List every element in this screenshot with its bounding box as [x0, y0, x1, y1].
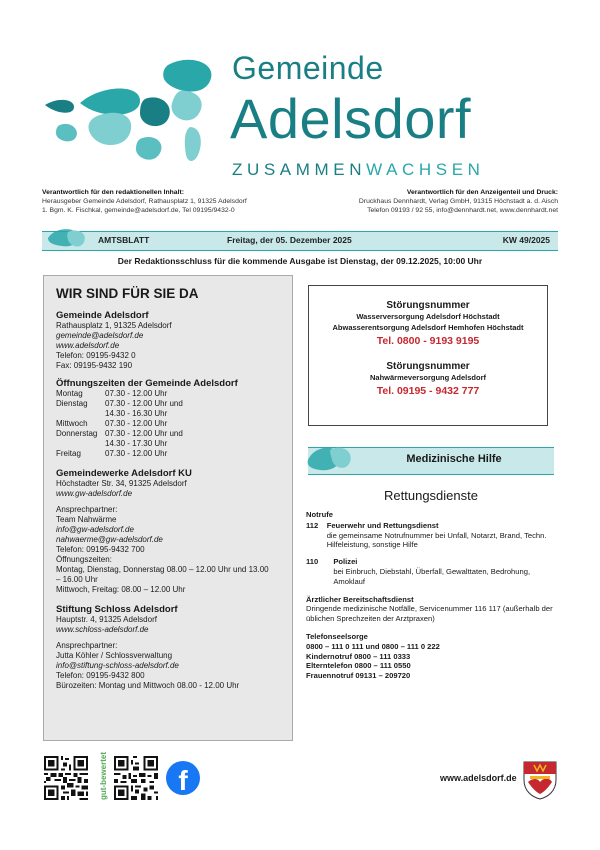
banner-label: AMTSBLATT [98, 235, 150, 245]
gemeinde-address: Rathausplatz 1, 91325 Adelsdorf [56, 321, 172, 330]
hours-heading: Öffnungszeiten der Gemeinde Adelsdorf [56, 378, 238, 389]
hours-day: Montag [56, 389, 83, 398]
qr-code-icon[interactable] [114, 756, 158, 800]
stoer-line-1: Wasserversorgung Adelsdorf Höchstadt [356, 312, 500, 321]
notruf-112-title: Feuerwehr und Rettungsdienst [326, 520, 439, 530]
hours-row [56, 449, 280, 459]
slogan-part-2: WACHSEN [366, 160, 485, 179]
print-line-1: Druckhaus Dennhardt, Verlag GmbH, 91315 Höchstadt a. d. Aisch [358, 198, 558, 205]
gemeinde-web-link[interactable]: www.adelsdorf.de [56, 341, 120, 350]
stoer-number-1: Tel. 0800 - 9193 9195 [376, 335, 480, 347]
schloss-web-link[interactable]: www.schloss-adelsdorf.de [56, 625, 149, 634]
title-adelsdorf: Adelsdorf [230, 87, 472, 150]
werke-web-link[interactable]: www.gw-adelsdorf.de [56, 489, 133, 498]
hours-day [56, 409, 105, 419]
panel-title: WIR SIND FÜR SIE DA [56, 286, 199, 301]
website-link[interactable]: www.adelsdorf.de [440, 773, 517, 783]
editorial-heading: Verantwortlich für den redaktionellen Inhalt: [42, 189, 185, 196]
gemeinde-phone: Telefon: 09195-9432 0 [56, 351, 136, 360]
print-responsibility [359, 188, 558, 215]
aerztlich-text: Dringende medizinische Notfälle, Servicenummer 116 117 (außerhalb der üblichen Sprechzeiten der Arztpraxen) [306, 604, 553, 624]
schloss-email-link[interactable]: info@stiftung-schloss-adelsdorf.de [56, 661, 179, 670]
werke-email2-link[interactable]: nahwaerme@gw-adelsdorf.de [56, 535, 163, 544]
notruf-110-title: Polizei [333, 557, 358, 567]
notruf-110-number: 110 [306, 557, 319, 567]
seelsorge-heading: Telefonseelsorge [306, 631, 368, 641]
werke-contact-team: Team Nahwärme [56, 515, 117, 524]
opening-hours [56, 389, 280, 459]
editorial-line-1: Herausgeber Gemeinde Adelsdorf, Rathausplatz 1, 91325 Adelsdorf [42, 198, 247, 205]
hours-day: Freitag [56, 449, 81, 458]
frauennotruf: Frauennotruf 09131 – 209720 [306, 671, 411, 681]
gemeinde-fax: Fax: 09195-9432 190 [56, 361, 133, 370]
hours-day: Donnerstag [56, 429, 98, 438]
hours-time: 07.30 - 12.00 Uhr und [105, 429, 183, 438]
stoer-heading-1: Störungsnummer [386, 300, 470, 311]
werke-heading: Gemeindewerke Adelsdorf KU [56, 468, 192, 479]
werke-hours-3: Mittwoch, Freitag: 08.00 – 12.00 Uhr [56, 585, 186, 594]
werke-phone: Telefon: 09195-9432 700 [56, 545, 145, 554]
hours-time: 14.30 - 17.30 Uhr [105, 439, 168, 448]
notrufe-section [306, 510, 558, 681]
banner-droplet-icon [44, 224, 94, 252]
amtsblatt-banner [42, 231, 558, 251]
gut-bewertet-badge-icon [96, 752, 110, 802]
notruf-112-number: 112 [306, 520, 319, 530]
notruf-112-text: die gemeinsame Notrufnummer bei Unfall, Notarzt, Brand, Techn. Hilfeleistung, sonstige Hilfe [326, 530, 547, 550]
schloss-contact-label: Ansprechpartner: [56, 641, 118, 650]
gemeinde-email-link[interactable]: gemeinde@adelsdorf.de [56, 331, 144, 340]
hours-row [56, 389, 280, 399]
hours-day: Mittwoch [56, 419, 88, 428]
schloss-contact-name: Jutta Köhler / Schlossverwaltung [56, 651, 173, 660]
notruf-110-row [306, 557, 558, 586]
elterntelefon: Elterntelefon 0800 – 111 0550 [306, 661, 411, 671]
schloss-address: Hauptstr. 4, 91325 Adelsdorf [56, 615, 157, 624]
stoer-line-3: Nahwärmeversorgung Adelsdorf [370, 373, 486, 382]
droplet-logo-icon [40, 55, 230, 175]
hours-day [56, 439, 105, 449]
coat-of-arms-icon [522, 760, 558, 800]
facebook-icon[interactable]: f [166, 761, 200, 795]
hours-time: 07.30 - 12.00 Uhr [105, 389, 168, 398]
werke-email-link[interactable]: info@gw-adelsdorf.de [56, 525, 134, 534]
notruf-112-row [306, 521, 558, 550]
werke-hours-label: Öffnungszeiten: [56, 555, 112, 564]
schloss-phone: Telefon: 09195-9432 800 [56, 671, 145, 680]
title-gemeinde: Gemeinde [232, 50, 384, 86]
notrufe-label: Notrufe [306, 510, 333, 519]
kindernotruf: Kindernotruf 0800 – 111 0333 [306, 651, 411, 661]
werke-hours-2: – 16.00 Uhr [56, 575, 98, 584]
slogan-part-1: ZUSAMMEN [232, 160, 367, 179]
hours-time: 07.30 - 12.00 Uhr [105, 449, 168, 458]
gemeinde-heading: Gemeinde Adelsdorf [56, 310, 149, 321]
deadline-notice: Der Redaktionsschluss für die kommende Ausgabe ist Dienstag, der 09.12.2025, 10:00 Uhr [117, 256, 483, 266]
stoer-line-2: Abwasserentsorgung Adelsdorf Hemhofen Höchstadt [332, 323, 524, 332]
medical-droplet-icon [300, 438, 360, 478]
qr-code-icon[interactable] [44, 756, 88, 800]
werke-hours-1: Montag, Dienstag, Donnerstag 08.00 – 12.00 Uhr und 13.00 [56, 565, 269, 574]
hours-day: Dienstag [56, 399, 88, 408]
stoer-number-2: Tel. 09195 - 9432 777 [376, 385, 480, 397]
hours-row [56, 439, 280, 449]
slogan [232, 160, 485, 180]
medical-banner-label: Medizinische Hilfe [406, 453, 502, 465]
banner-week: KW 49/2025 [502, 235, 550, 245]
aerztlich-heading: Ärztlicher Bereitschaftsdienst [306, 594, 414, 604]
hours-time: 14.30 - 16.30 Uhr [105, 409, 168, 418]
notruf-110-text: bei Einbruch, Diebstahl, Überfall, Gewalttaten, Bedrohung, Amoklauf [333, 566, 531, 586]
hours-row [56, 419, 280, 429]
rettungsdienste-title: Rettungsdienste [384, 488, 478, 503]
stoer-heading-2: Störungsnummer [386, 361, 470, 372]
seelsorge-numbers: 0800 – 111 0 111 und 0800 – 111 0 222 [306, 641, 440, 651]
editorial-responsibility [42, 188, 247, 215]
print-heading: Verantwortlich für den Anzeigenteil und Druck: [406, 189, 558, 196]
hours-row [56, 409, 280, 419]
hours-row [56, 399, 280, 409]
werke-address: Höchstadter Str. 34, 91325 Adelsdorf [56, 479, 187, 488]
gut-bewertet-text: gut-bewertet [99, 752, 108, 800]
werke-contact-label: Ansprechpartner: [56, 505, 118, 514]
schloss-hours: Bürozeiten: Montag und Mittwoch 08.00 - 12.00 Uhr [56, 681, 240, 690]
hours-time: 07.30 - 12.00 Uhr und [105, 399, 183, 408]
hours-time: 07.30 - 12.00 Uhr [105, 419, 168, 428]
hours-row [56, 429, 280, 439]
schloss-heading: Stiftung Schloss Adelsdorf [56, 604, 178, 615]
print-line-2: Telefon 09193 / 92 55, info@dennhardt.net, www.dennhardt.net [367, 207, 558, 214]
contact-panel [43, 275, 293, 741]
banner-date: Freitag, der 05. Dezember 2025 [227, 235, 352, 245]
emergency-numbers-box [308, 285, 548, 426]
editorial-line-2: 1. Bgm. K. Fischkal, gemeinde@adelsdorf.de, Tel 09195/9432-0 [42, 207, 235, 214]
